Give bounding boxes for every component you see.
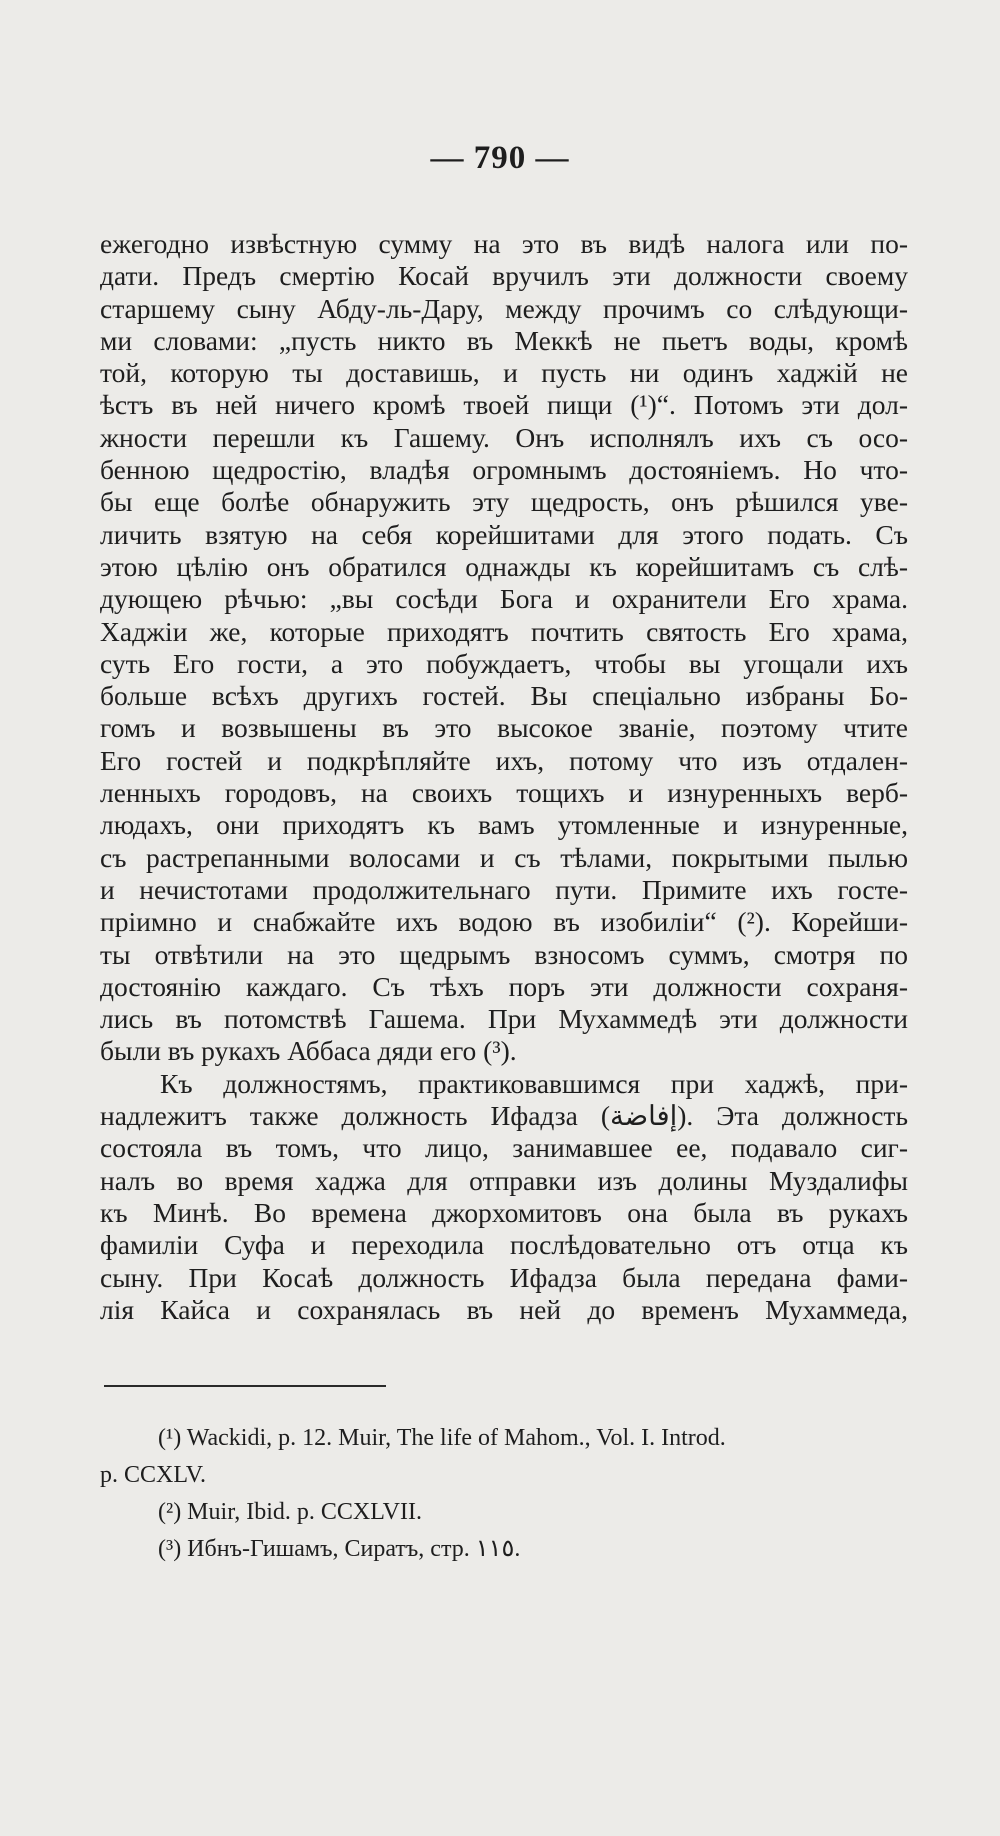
text-line: дати. Предъ смертію Косай вручилъ эти должности своему xyxy=(100,260,908,292)
page-number: — 790 — xyxy=(430,140,570,176)
text-line: лія Кайса и сохранялась въ ней до временъ Мухаммеда, xyxy=(100,1293,908,1325)
text-line: дующею рѣчью: „вы сосѣди Бога и охранители Его храма. xyxy=(100,583,908,615)
text-line: фамиліи Суфа и переходила послѣдовательно отъ отца къ xyxy=(100,1229,908,1261)
text-line: гомъ и возвышены въ это высокое званіе, поэтому чтите xyxy=(100,712,908,744)
footnotes xyxy=(100,1420,908,1568)
text-line: надлежитъ также должность Ифадза (إفاضة). Эта должность xyxy=(100,1100,908,1132)
text-line: сыну. При Косаѣ должность Ифадза была передана фами- xyxy=(100,1261,908,1293)
text-line: ежегодно извѣстную сумму на это въ видѣ налога или по- xyxy=(100,228,908,259)
text-line: бенною щедростію, владѣя огромнымъ достояніемъ. Но что- xyxy=(100,454,908,486)
text-line: состояла въ томъ, что лицо, занимавшее ее, подавало сиг- xyxy=(100,1132,908,1164)
text-line: Къ должностямъ, практиковавшимся при хаджѣ, при- xyxy=(160,1067,908,1099)
text-line: Хаджіи же, которые приходятъ почтить святость Его храма, xyxy=(100,615,908,647)
footnote: (¹) Wackidi, p. 12. Muir, The life of Mahom., Vol. I. Introd. xyxy=(158,1425,726,1451)
text-line: этою цѣлію онъ обратился однажды къ корейшитамъ съ слѣ- xyxy=(100,550,908,582)
text-line: и нечистотами продолжительнаго пути. Примите ихъ госте- xyxy=(100,873,908,905)
text-line: старшему сыну Абду-ль-Дару, между прочимъ со слѣдующи- xyxy=(100,292,908,324)
text-line: ѣстъ въ ней ничего кромѣ твоей пищи (¹)“. Потомъ эти дол- xyxy=(100,389,908,421)
text-line: съ растрепанными волосами и съ тѣлами, покрытыми пылью xyxy=(100,841,908,873)
text-line: лись въ потомствѣ Гашема. При Мухаммедѣ эти должности xyxy=(100,1003,908,1035)
text-line: Его гостей и подкрѣпляйте ихъ, потому что изъ отдален- xyxy=(100,744,908,776)
text-line: людахъ, они приходятъ къ вамъ утомленные и изнуренные, xyxy=(100,809,908,841)
body-text xyxy=(100,228,908,1326)
footnote-continuation: p. CCXLV. xyxy=(100,1462,207,1488)
text-line: жности перешли къ Гашему. Онъ исполнялъ ихъ съ осо- xyxy=(100,421,908,453)
footnote-divider xyxy=(104,1385,386,1387)
text-line: ты отвѣтили на это щедрымъ взносомъ суммъ, смотря по xyxy=(100,938,908,970)
text-line: суть Его гости, а это побуждаетъ, чтобы вы угощали ихъ xyxy=(100,647,908,679)
text-line: личить взятую на себя корейшитами для этого подать. Съ xyxy=(100,518,908,550)
text-line: ленныхъ городовъ, на своихъ тощихъ и изнуренныхъ верб- xyxy=(100,777,908,809)
text-line: больше всѣхъ другихъ гостей. Вы спеціально избраны Бо- xyxy=(100,680,908,712)
text-line: были въ рукахъ Аббаса дяди его (³). xyxy=(100,1035,517,1067)
footnote: (³) Ибнъ-Гишамъ, Сиратъ, стр. ١١٥. xyxy=(158,1536,521,1562)
footnote: (²) Muir, Ibid. p. CCXLVII. xyxy=(158,1499,422,1525)
text-line: къ Минѣ. Во времена джорхомитовъ она была въ рукахъ xyxy=(100,1196,908,1228)
text-line: той, которую ты доставишь, и пусть ни одинъ хаджій не xyxy=(100,357,908,389)
text-line: бы еще болѣе обнаружить эту щедрость, онъ рѣшился уве- xyxy=(100,486,908,518)
text-line: пріимно и снабжайте ихъ водою въ изобиліи“ (²). Корейши- xyxy=(100,906,908,938)
text-line: ми словами: „пусть никто въ Меккѣ не пьетъ воды, кромѣ xyxy=(100,324,908,356)
text-line: достоянію каждаго. Съ тѣхъ поръ эти должности сохраня- xyxy=(100,970,908,1002)
text-line: налъ во время хаджа для отправки изъ долины Муздалифы xyxy=(100,1164,908,1196)
